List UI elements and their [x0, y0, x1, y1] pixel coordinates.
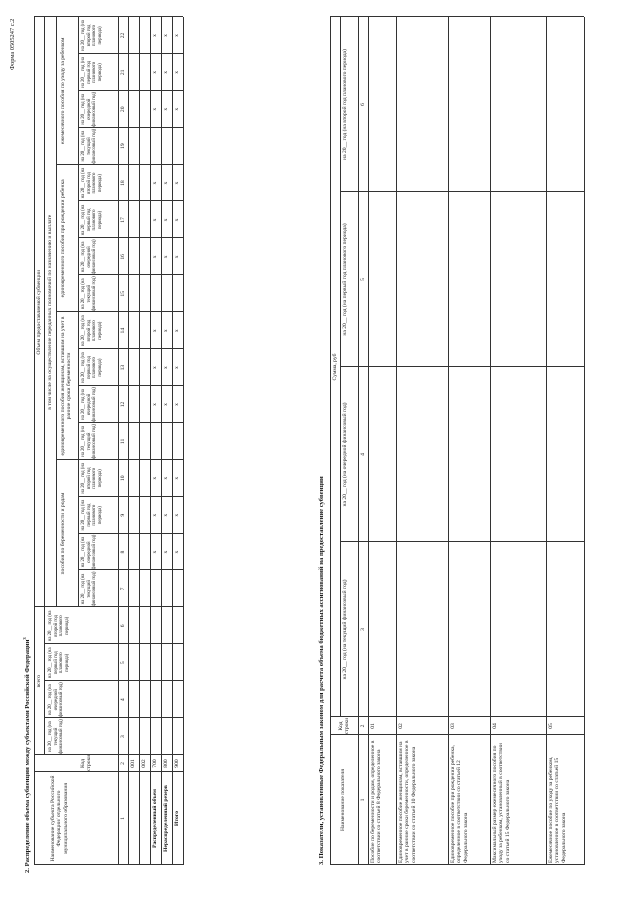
x-mark: x — [174, 476, 180, 480]
header-period: на 20__ год (на очередной финансовый год) — [81, 91, 98, 127]
header-period: на 20__ год (на очередной финансовый год) — [48, 682, 65, 718]
table-rule — [44, 717, 183, 718]
header-volume-title: Объем предоставляемой субвенции — [36, 269, 42, 355]
table-rule — [330, 17, 331, 865]
column-number: 4 — [120, 698, 126, 702]
header-group2: единовременного пособия женщинам, вставшим на учет в ранние сроки беременности — [60, 316, 73, 456]
header-vsego: всего — [36, 674, 42, 688]
row-name: Распределенный объем — [152, 789, 158, 848]
x-mark: x — [163, 255, 169, 259]
column-number: 7 — [120, 587, 126, 591]
header-period: на 20__ год (на текущий финансовый год) — [81, 423, 98, 459]
table-rule — [172, 17, 173, 865]
x-mark: x — [152, 476, 158, 480]
x-mark: x — [152, 34, 158, 37]
column-number: 5 — [120, 661, 126, 665]
table-rule — [34, 606, 183, 607]
column-number: 10 — [120, 475, 126, 482]
column-number: 19 — [120, 143, 126, 149]
header-sum: Сумма, руб — [332, 353, 338, 381]
x-mark: x — [163, 107, 169, 111]
row-name: Ежемесячное пособие по уходу за ребенком, установленное в соответствии со статьей 15 Федерального закона — [548, 756, 567, 863]
table-rule — [118, 17, 119, 865]
column-number: 4 — [360, 453, 366, 456]
x-mark: x — [174, 366, 180, 369]
table-rule — [340, 366, 584, 367]
header-volume-sub: в том числе на осуществление переданных полномочий по назначению и выплате — [47, 214, 53, 410]
table-rule — [139, 17, 140, 865]
column-number: 1 — [360, 798, 366, 802]
x-mark: x — [163, 181, 169, 185]
header-period: на 20__ год (на текущий финансовый год) — [81, 276, 98, 312]
x-mark: x — [174, 255, 180, 259]
table-rule — [128, 17, 129, 865]
x-mark: x — [152, 70, 158, 74]
x-mark: x — [152, 255, 158, 259]
x-mark: x — [174, 34, 180, 37]
table-rule — [340, 191, 584, 192]
table-rule — [44, 17, 45, 607]
form-id: Форма 0505247 с.2 — [9, 18, 16, 70]
table-rule — [340, 541, 584, 542]
header-period: на 20__ год (на очередной финансовый год) — [81, 387, 98, 422]
column-number: 11 — [120, 438, 126, 445]
table-rule — [448, 17, 449, 865]
row-code: 05 — [548, 723, 554, 729]
column-number: 2 — [120, 762, 126, 765]
x-mark: x — [152, 107, 158, 111]
x-mark: x — [152, 550, 158, 554]
column-number: 14 — [120, 327, 126, 334]
header-period: на 20__ год (на первый год планового периода) — [342, 223, 348, 336]
table-rule — [396, 17, 397, 865]
table-rule — [34, 864, 183, 865]
header-period: на 20__ год (на текущий финансовый год) — [342, 579, 348, 680]
column-number: 3 — [120, 735, 126, 738]
row-name: Итого — [174, 810, 180, 827]
row-code: 800 — [163, 759, 169, 768]
header-group3: единовременного пособия при рождении ребенка — [60, 179, 66, 298]
header-period: на 20__ год (на второй год планового периода) — [81, 20, 103, 51]
x-mark: x — [163, 366, 169, 369]
x-mark: x — [152, 329, 158, 333]
x-mark: x — [152, 181, 158, 185]
table-rule — [490, 17, 491, 865]
table-rule — [358, 17, 359, 865]
column-number: 15 — [120, 290, 126, 297]
x-mark: x — [163, 218, 169, 222]
row-name: Пособие по беременности и родам, определенное в соответствии со статьей 8 Федерального закона — [370, 740, 383, 863]
column-number: 18 — [120, 180, 126, 186]
header-group1: пособия по беременности и родам — [60, 492, 66, 575]
column-number: 6 — [120, 624, 126, 628]
row-code: 01 — [370, 723, 376, 729]
table-rule — [584, 17, 585, 865]
table-rule — [546, 17, 547, 865]
column-number: 3 — [360, 628, 366, 631]
header-code: Код строки — [80, 754, 93, 771]
x-mark: x — [163, 403, 169, 406]
table-rule — [44, 680, 183, 681]
column-number: 17 — [120, 217, 126, 223]
row-code: 03 — [450, 723, 456, 729]
x-mark: x — [163, 34, 169, 37]
header-code: Код строки — [338, 717, 351, 735]
table-rule — [330, 716, 584, 717]
table-rule — [34, 17, 35, 865]
x-mark: x — [163, 329, 169, 333]
column-number: 21 — [120, 69, 126, 76]
header-period: на 20__ год (на второй год планового периода) — [81, 462, 103, 494]
table-rule — [330, 734, 584, 735]
table-rule — [330, 864, 584, 865]
header-period: на 20__ год (на второй год планового периода) — [48, 610, 70, 642]
header-period: на 20__ год (на второй год планового периода) — [342, 49, 348, 160]
x-mark: x — [152, 403, 158, 406]
header-period: на 20__ год (на первый год планового периода) — [81, 499, 103, 531]
row-code: 700 — [152, 759, 158, 768]
header-period: на 20__ год (на очередной финансовый год) — [81, 534, 98, 570]
column-number: 16 — [120, 254, 126, 260]
section2-title: 2. Распределение объема субвенции между субъектами Российской Федерации$^3$ — [22, 637, 32, 873]
column-number: 9 — [120, 513, 126, 517]
table-rule — [150, 17, 151, 865]
column-number: 6 — [360, 103, 366, 106]
section3-title: 3. Показатели, установленные Федеральным законом для расчета объема бюджетных ассигнований на предоставление субвенции — [318, 476, 325, 865]
x-mark: x — [174, 218, 180, 222]
table-rule — [161, 17, 162, 865]
header-period: на 20__ год (на текущий финансовый год) — [48, 719, 65, 754]
column-number: 2 — [360, 724, 366, 728]
table-rule — [44, 607, 45, 755]
row-name: Максимальный размер ежемесячного пособия по уходу за ребенком, установленный в соответствии со статьей 15 Федерального закона — [492, 743, 511, 863]
header-group4: ежемесячного пособия по уходу за ребенком — [60, 37, 66, 145]
x-mark: x — [163, 70, 169, 74]
header-period: на 20__ год (на первый год планового периода) — [81, 352, 103, 383]
column-number: 20 — [120, 106, 126, 113]
header-name: Наименование субъекта Российской Федерации/ отдельного муниципального образования — [50, 775, 69, 862]
header-period: на 20__ год (на очередной финансовый год) — [81, 239, 98, 275]
x-mark: x — [174, 329, 180, 333]
header-period: на 20__ год (на текущий финансовый год) — [81, 128, 98, 164]
table-rule — [44, 643, 183, 644]
row-name: Нераспределенный резерв — [163, 785, 169, 852]
header-name: Наименование показателя — [340, 769, 346, 831]
x-mark: x — [152, 513, 158, 517]
row-name: Единовременное пособие при рождении ребенка, определенное в соответствии со статьей 12 Федерального закона — [450, 745, 469, 863]
x-mark: x — [174, 550, 180, 554]
header-period: на 20__ год (на второй год планового периода) — [81, 315, 103, 347]
header-period: на 20__ год (на первый год планового периода) — [81, 57, 103, 88]
x-mark: x — [152, 218, 158, 222]
column-number: 13 — [120, 364, 126, 371]
table-rule — [368, 17, 369, 865]
table-rule — [56, 17, 57, 607]
x-mark: x — [174, 107, 180, 111]
table-rule — [34, 771, 183, 772]
column-number: 12 — [120, 401, 126, 408]
table-rule — [78, 17, 79, 607]
row-code: 02 — [398, 723, 404, 729]
column-number: 1 — [120, 817, 126, 820]
x-mark: x — [174, 403, 180, 406]
column-number: 22 — [120, 32, 126, 39]
header-period: на 20__ год (на первый год планового периода) — [48, 647, 70, 679]
header-period: на 20__ год (на первый год планового периода) — [81, 204, 103, 236]
header-period: на 20__ год (на текущий финансовый год) — [81, 571, 98, 607]
table-rule — [330, 16, 584, 17]
row-name: Единовременное пособие женщинам, вставшим на учет в ранние сроки беременности, определенное в соответствии со статьей 10 Федерального закона — [398, 740, 417, 863]
header-period: на 20__ год (на очередной финансовый год) — [342, 402, 348, 507]
table-rule — [34, 16, 183, 17]
x-mark: x — [163, 476, 169, 480]
x-mark: x — [174, 513, 180, 517]
row-code: 04 — [492, 723, 498, 729]
table-rule — [340, 17, 341, 717]
x-mark: x — [174, 181, 180, 185]
column-number: 8 — [120, 550, 126, 554]
header-period: на 20__ год (на второй год планового периода) — [81, 167, 103, 199]
row-code: 001 — [130, 759, 136, 768]
table-rule — [34, 754, 183, 755]
x-mark: x — [163, 550, 169, 554]
x-mark: x — [163, 513, 169, 517]
column-number: 5 — [360, 278, 366, 281]
x-mark: x — [152, 366, 158, 369]
table-rule — [183, 17, 184, 865]
x-mark: x — [174, 70, 180, 74]
row-code: 900 — [174, 759, 180, 768]
row-code: 002 — [141, 759, 147, 768]
